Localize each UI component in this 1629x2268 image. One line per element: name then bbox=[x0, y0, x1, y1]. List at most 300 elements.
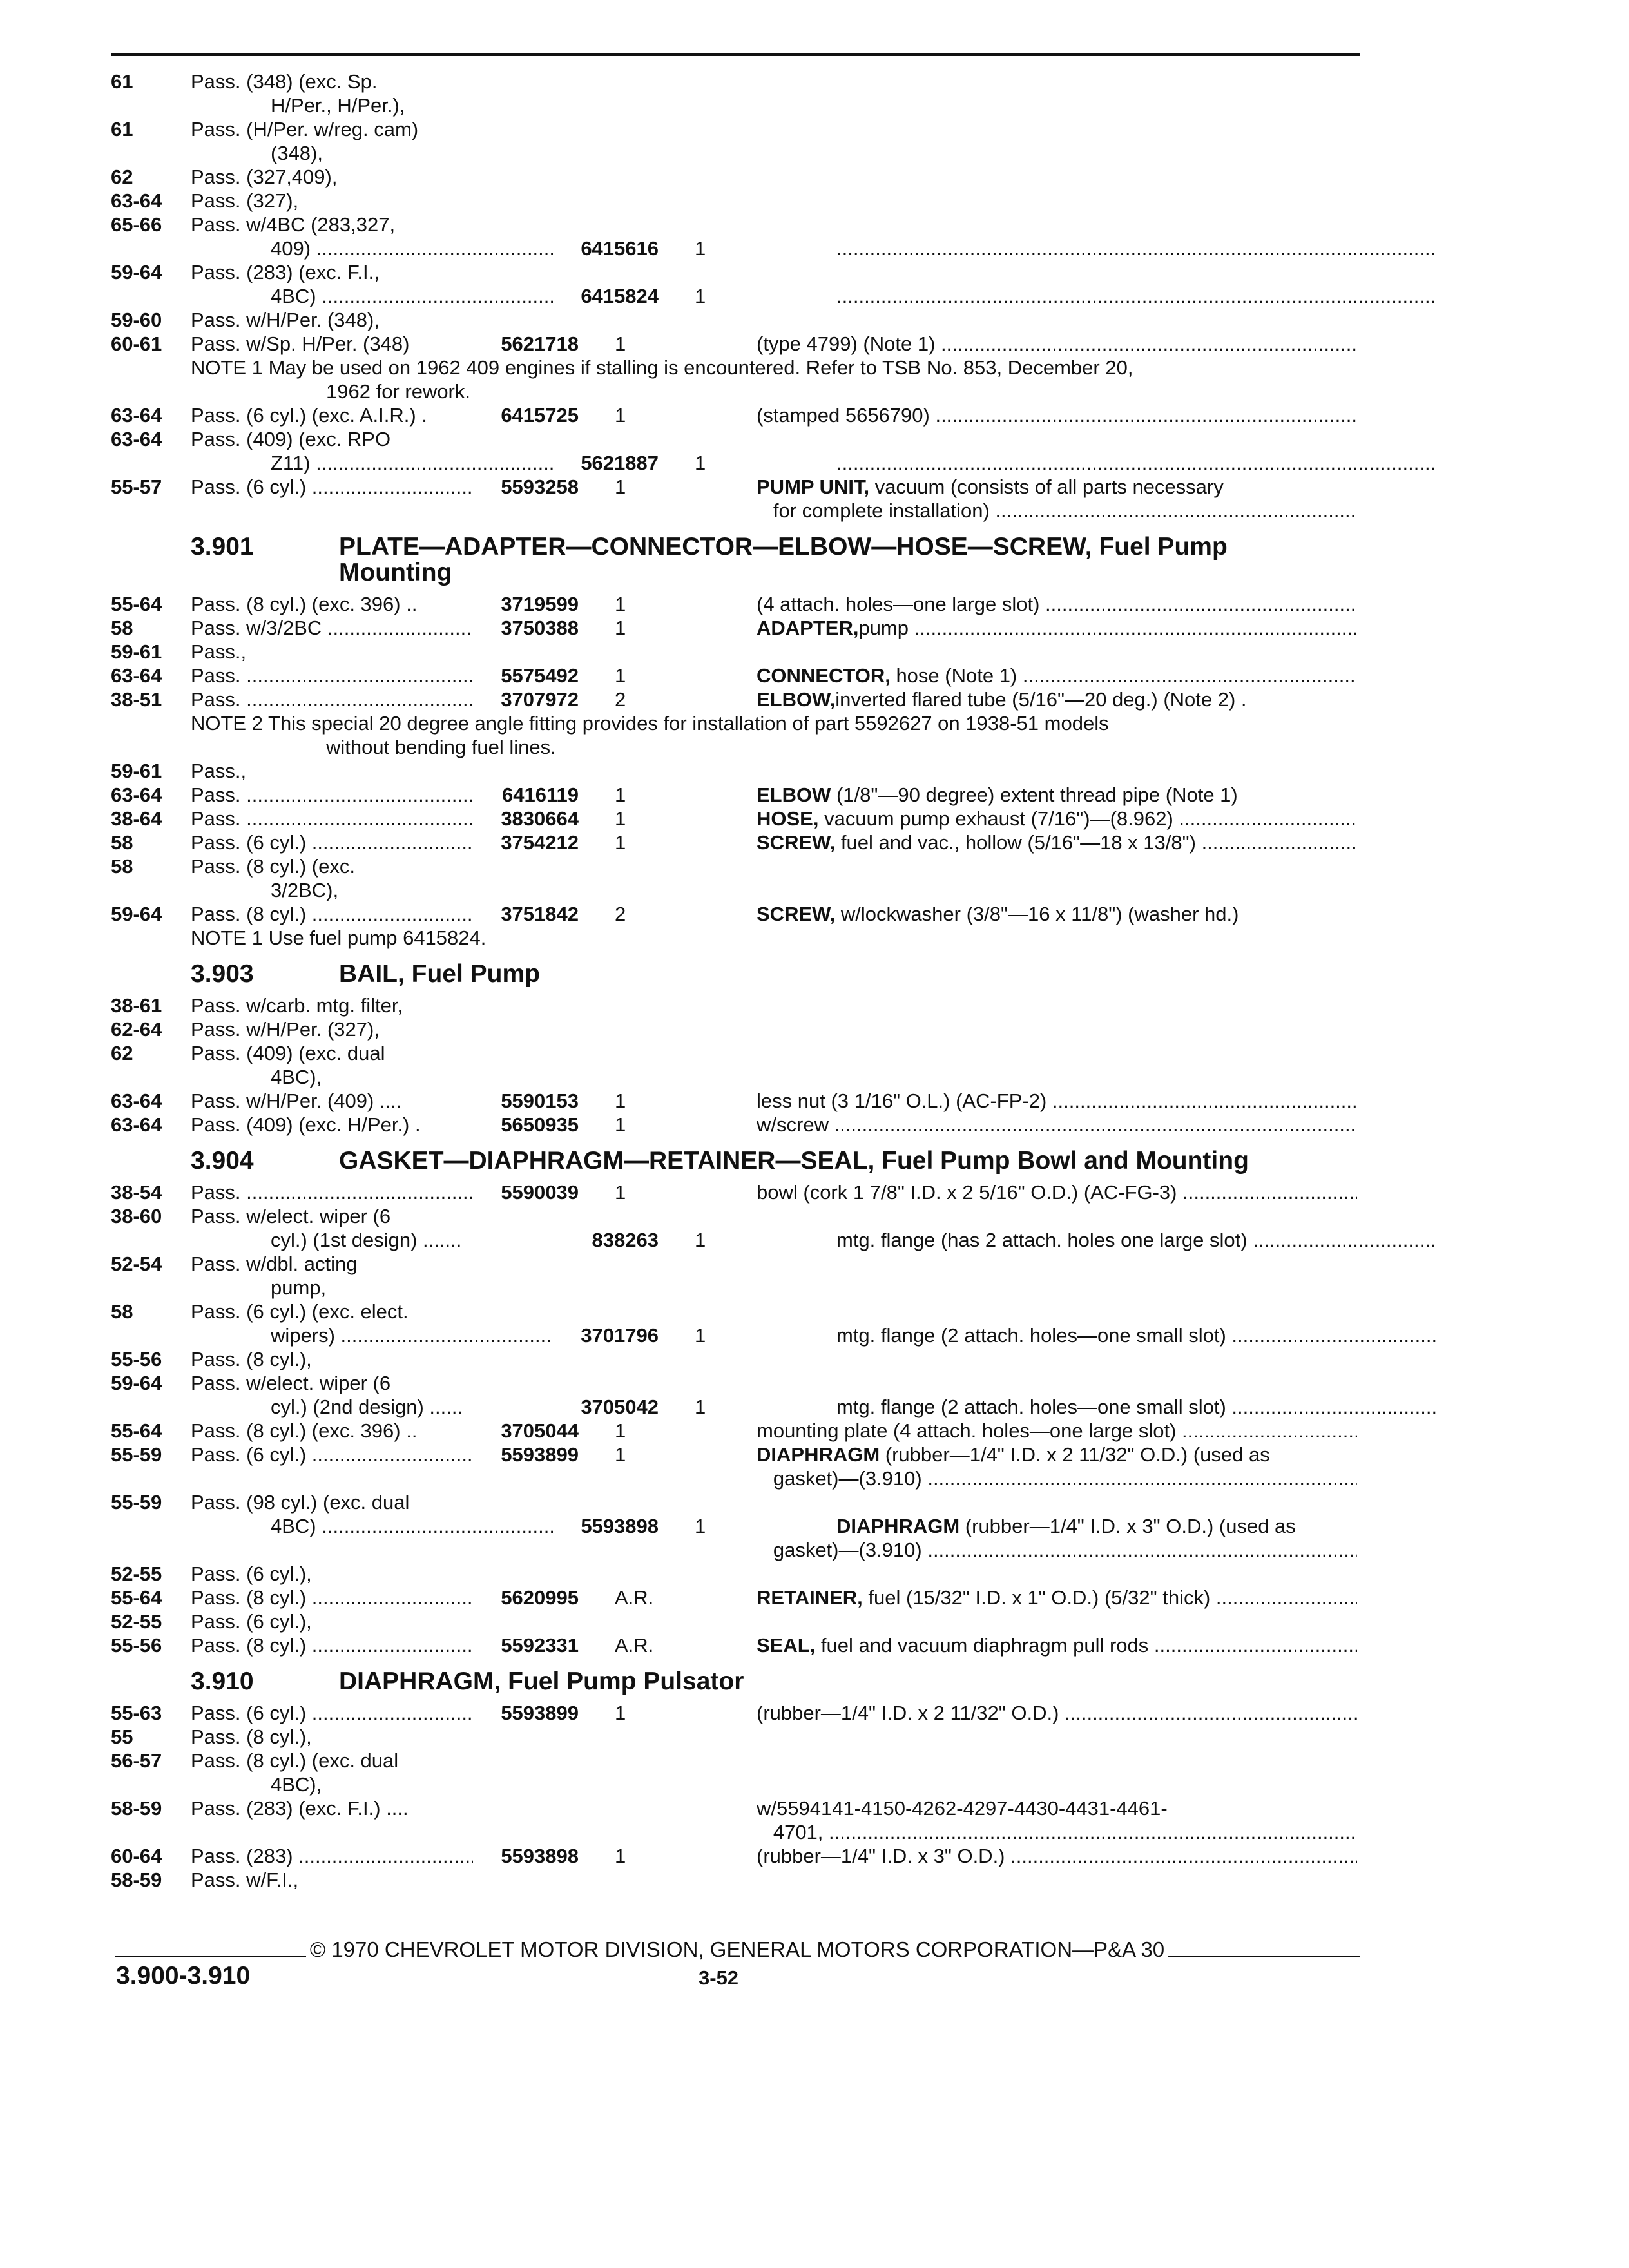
part-number: 5590153 bbox=[501, 1090, 579, 1112]
model-years: 65-66 bbox=[111, 213, 162, 236]
part-number: 5593899 bbox=[501, 1443, 579, 1466]
part-remarks bbox=[757, 1820, 1357, 1844]
part-number: 5621718 bbox=[501, 332, 579, 355]
model-years: 63-64 bbox=[111, 189, 162, 212]
part-name: SEAL, bbox=[757, 1634, 816, 1657]
model-years: 63-64 bbox=[111, 404, 162, 427]
remarks-text: 4701, bbox=[757, 1821, 824, 1843]
part-number: 5620995 bbox=[501, 1586, 579, 1609]
quantity: 1 bbox=[615, 1845, 626, 1867]
part-remarks bbox=[757, 1633, 1357, 1657]
remarks-text: fuel and vac., hollow (5/16"—18 x 13/8") bbox=[835, 831, 1196, 854]
model-years: 55-59 bbox=[111, 1443, 162, 1466]
table-row bbox=[111, 308, 1360, 332]
table-row bbox=[111, 994, 1360, 1017]
model-years: 52-55 bbox=[111, 1562, 162, 1585]
application-description: Pass. (283) (exc. F.I., bbox=[191, 261, 380, 284]
model-years: 63-64 bbox=[111, 1090, 162, 1112]
application-description: Pass. (6 cyl.), bbox=[191, 1562, 312, 1585]
remarks-text: bowl (cork 1 7/8" I.D. x 2 5/16" O.D.) (AC-FG-3) bbox=[757, 1181, 1177, 1204]
part-remarks bbox=[836, 236, 1437, 260]
table-row bbox=[111, 403, 1360, 427]
part-remarks bbox=[757, 332, 1357, 356]
table-row bbox=[111, 284, 1360, 308]
remarks-text: pump bbox=[858, 617, 909, 639]
remarks-text: inverted flared tube (5/16"—20 deg.) (Note 2) . bbox=[835, 688, 1247, 711]
part-name: DIAPHRAGM bbox=[757, 1443, 880, 1466]
part-remarks bbox=[757, 783, 1357, 807]
remarks-text: w/5594141-4150-4262-4297-4430-4431-4461- bbox=[757, 1797, 1168, 1820]
quantity: 1 bbox=[615, 1181, 626, 1204]
part-number: 5590039 bbox=[501, 1181, 579, 1204]
application-description: 4BC) ..... bbox=[191, 1514, 553, 1538]
section-title: PLATE—ADAPTER—CONNECTOR—ELBOW—HOSE—SCREW, Fuel Pump Mounting bbox=[339, 533, 1228, 586]
model-years: 60-64 bbox=[111, 1845, 162, 1867]
application-description: Pass. (8 cyl.) ..... bbox=[191, 1586, 473, 1610]
part-remarks bbox=[836, 1514, 1437, 1538]
part-remarks bbox=[757, 403, 1357, 427]
application-description: wipers) ..... bbox=[191, 1323, 553, 1347]
model-years: 62 bbox=[111, 166, 133, 188]
part-remarks bbox=[757, 902, 1357, 926]
part-remarks bbox=[757, 807, 1357, 831]
footer-page-number: 3-52 bbox=[699, 1966, 739, 1989]
part-remarks bbox=[836, 1228, 1437, 1252]
part-remarks bbox=[757, 1796, 1357, 1820]
part-name: ELBOW bbox=[757, 783, 831, 806]
table-row bbox=[111, 1562, 1360, 1586]
part-number: 6415616 bbox=[581, 237, 659, 260]
quantity: 2 bbox=[615, 903, 626, 925]
part-name: RETAINER, bbox=[757, 1586, 863, 1609]
model-years: 61 bbox=[111, 118, 133, 140]
section-heading bbox=[111, 961, 1360, 987]
table-row bbox=[111, 1725, 1360, 1749]
model-years: 60-61 bbox=[111, 332, 162, 355]
model-years: 52-55 bbox=[111, 1610, 162, 1633]
application-description: Pass. w/H/Per. (327), bbox=[191, 1018, 380, 1041]
table-row bbox=[111, 141, 1360, 165]
table-row bbox=[111, 902, 1360, 926]
table-row bbox=[111, 878, 1360, 902]
table-row bbox=[111, 1538, 1360, 1562]
part-remarks bbox=[757, 664, 1357, 687]
remarks-text: (1/8"—90 degree) extent thread pipe (Note 1) bbox=[831, 783, 1238, 806]
table-row bbox=[111, 1796, 1360, 1820]
table-row bbox=[111, 1773, 1360, 1796]
part-number: 5575492 bbox=[501, 664, 579, 687]
model-years: 55-64 bbox=[111, 593, 162, 615]
remarks-text: w/lockwasher (3/8"—16 x 11/8") (washer hd.) bbox=[835, 903, 1239, 925]
quantity: 1 bbox=[615, 783, 626, 806]
section-title: DIAPHRAGM, Fuel Pump Pulsator bbox=[339, 1667, 744, 1695]
application-description: Pass. ..... bbox=[191, 664, 473, 687]
model-years: 63-64 bbox=[111, 428, 162, 450]
part-remarks bbox=[757, 1419, 1357, 1443]
table-row bbox=[111, 165, 1360, 189]
quantity: 1 bbox=[615, 807, 626, 830]
application-description: Pass. (8 cyl.) ..... bbox=[191, 1633, 473, 1657]
section-title: BAIL, Fuel Pump bbox=[339, 960, 540, 988]
application-description: Pass. (409) (exc. H/Per.) . bbox=[191, 1113, 421, 1136]
table-row bbox=[111, 1065, 1360, 1089]
application-description: 4BC) ..... bbox=[191, 284, 553, 308]
model-years: 59-64 bbox=[111, 903, 162, 925]
application-description: Pass. (8 cyl.) (exc. bbox=[191, 855, 355, 878]
table-row bbox=[111, 260, 1360, 284]
model-years: 55-64 bbox=[111, 1419, 162, 1442]
quantity: 1 bbox=[615, 1419, 626, 1442]
model-years: 61 bbox=[111, 70, 133, 93]
table-row bbox=[111, 1228, 1360, 1252]
application-description: 409) ..... bbox=[191, 236, 553, 260]
remarks-text: fuel (15/32" I.D. x 1" O.D.) (5/32" thick) bbox=[862, 1586, 1211, 1609]
quantity: 1 bbox=[615, 593, 626, 615]
application-description: Pass. (409) (exc. RPO bbox=[191, 428, 391, 450]
application-description: 4BC), bbox=[271, 1066, 322, 1088]
remarks-text: hose (Note 1) bbox=[890, 664, 1017, 687]
part-number: 5593258 bbox=[501, 476, 579, 498]
part-number: 3751842 bbox=[501, 903, 579, 925]
table-row bbox=[111, 687, 1360, 711]
part-number: 3705042 bbox=[581, 1396, 659, 1418]
table-row bbox=[111, 1395, 1360, 1419]
application-description: 4BC), bbox=[271, 1773, 322, 1796]
table-row bbox=[111, 1844, 1360, 1868]
application-description: Pass. (327,409), bbox=[191, 166, 338, 188]
footer-rule-right bbox=[1168, 1956, 1360, 1957]
table-row bbox=[111, 1820, 1360, 1844]
part-number: 3701796 bbox=[581, 1324, 659, 1347]
section-heading bbox=[111, 1148, 1360, 1174]
application-description: Pass. w/dbl. acting bbox=[191, 1253, 358, 1275]
model-years: 63-64 bbox=[111, 664, 162, 687]
part-number: 838263 bbox=[592, 1229, 659, 1251]
application-description: H/Per., H/Per.), bbox=[271, 94, 405, 117]
part-number: 3750388 bbox=[501, 617, 579, 639]
application-description: Pass. w/H/Per. (409) .... bbox=[191, 1090, 402, 1112]
table-row bbox=[111, 1490, 1360, 1514]
remarks-text: mtg. flange (2 attach. holes—one small slot) bbox=[836, 1324, 1226, 1347]
remarks-text: (rubber—1/4" I.D. x 3" O.D.) bbox=[757, 1845, 1005, 1867]
model-years: 38-51 bbox=[111, 688, 162, 711]
note-text: NOTE 2 This special 20 degree angle fitting provides for installation of part 5592627 on 1938-51 models bbox=[191, 712, 1109, 735]
application-description: Z11) ..... bbox=[191, 451, 553, 475]
application-description: 3/2BC), bbox=[271, 879, 339, 901]
remarks-text: (stamped 5656790) bbox=[757, 404, 930, 427]
table-row bbox=[111, 332, 1360, 356]
application-description: Pass. ..... bbox=[191, 783, 473, 807]
quantity: 1 bbox=[695, 1396, 706, 1418]
table-row bbox=[111, 499, 1360, 523]
quantity: 1 bbox=[615, 831, 626, 854]
remarks-text: (4 attach. holes—one large slot) bbox=[757, 593, 1040, 615]
table-row bbox=[111, 1443, 1360, 1466]
application-description: Pass. w/H/Per. (348), bbox=[191, 309, 380, 331]
table-row bbox=[111, 427, 1360, 451]
quantity: 1 bbox=[615, 1113, 626, 1136]
application-description: Pass. w/Sp. H/Per. (348) bbox=[191, 332, 410, 355]
application-description: Pass. (8 cyl.), bbox=[191, 1348, 312, 1370]
application-description: (348), bbox=[271, 142, 323, 164]
table-row bbox=[111, 1276, 1360, 1300]
part-remarks bbox=[757, 616, 1357, 640]
table-row bbox=[111, 1633, 1360, 1657]
table-row bbox=[111, 1017, 1360, 1041]
application-description: Pass. w/4BC (283,327, bbox=[191, 213, 396, 236]
table-row bbox=[111, 807, 1360, 831]
application-description: Pass. (6 cyl.) ..... bbox=[191, 831, 473, 854]
quantity: 2 bbox=[615, 688, 626, 711]
model-years: 58 bbox=[111, 831, 133, 854]
model-years: 55 bbox=[111, 1725, 133, 1748]
model-years: 59-64 bbox=[111, 261, 162, 284]
part-name: ELBOW, bbox=[757, 688, 836, 711]
application-description: cyl.) (1st design) ....... bbox=[271, 1229, 462, 1251]
model-years: 38-60 bbox=[111, 1205, 162, 1227]
part-remarks bbox=[757, 1113, 1357, 1137]
table-row bbox=[111, 1180, 1360, 1204]
part-number: 3754212 bbox=[501, 831, 579, 854]
part-name: HOSE, bbox=[757, 807, 819, 830]
table-row bbox=[111, 1041, 1360, 1065]
application-description: Pass. (H/Per. w/reg. cam) bbox=[191, 118, 419, 140]
table-row bbox=[111, 640, 1360, 664]
table-row bbox=[111, 1323, 1360, 1347]
table-row bbox=[111, 451, 1360, 475]
note-continuation: 1962 for rework. bbox=[326, 380, 470, 403]
part-name: SCREW, bbox=[757, 903, 836, 925]
section-number: 3.910 bbox=[191, 1667, 254, 1695]
application-description: Pass. (6 cyl.) ..... bbox=[191, 475, 473, 499]
table-row bbox=[111, 1089, 1360, 1113]
application-description: Pass. ..... bbox=[191, 687, 473, 711]
table-row bbox=[111, 1610, 1360, 1633]
quantity: 1 bbox=[695, 1515, 706, 1537]
part-number: 3707972 bbox=[501, 688, 579, 711]
table-row bbox=[111, 854, 1360, 878]
part-name: SCREW, bbox=[757, 831, 836, 854]
application-description: Pass. ..... bbox=[191, 807, 473, 831]
remarks-text: (rubber—1/4" I.D. x 3" O.D.) (used as bbox=[959, 1515, 1296, 1537]
table-row bbox=[111, 1701, 1360, 1725]
model-years: 38-54 bbox=[111, 1181, 162, 1204]
application-description: Pass. w/elect. wiper (6 bbox=[191, 1372, 391, 1394]
application-description: Pass. (8 cyl.) ..... bbox=[191, 902, 473, 926]
part-number: 6416119 bbox=[502, 783, 579, 806]
model-years: 59-61 bbox=[111, 640, 162, 663]
part-remarks bbox=[836, 1323, 1437, 1347]
section-number: 3.904 bbox=[191, 1147, 254, 1175]
application-description: Pass. w/elect. wiper (6 bbox=[191, 1205, 391, 1227]
model-years: 55-57 bbox=[111, 476, 162, 498]
model-years: 58-59 bbox=[111, 1797, 162, 1820]
part-name: CONNECTOR, bbox=[757, 664, 891, 687]
remarks-text: vacuum (consists of all parts necessary bbox=[869, 476, 1224, 498]
part-remarks bbox=[836, 284, 1437, 308]
model-years: 59-60 bbox=[111, 309, 162, 331]
quantity: 1 bbox=[695, 285, 706, 307]
table-row bbox=[111, 592, 1360, 616]
table-row bbox=[111, 1749, 1360, 1773]
application-description: Pass. (327), bbox=[191, 189, 299, 212]
model-years: 55-63 bbox=[111, 1702, 162, 1724]
table-row bbox=[111, 70, 1360, 93]
section-number: 3.901 bbox=[191, 533, 254, 561]
table-row bbox=[111, 1252, 1360, 1276]
table-row bbox=[111, 1113, 1360, 1137]
table-row bbox=[111, 189, 1360, 213]
remarks-text: fuel and vacuum diaphragm pull rods bbox=[815, 1634, 1149, 1657]
part-remarks bbox=[757, 1466, 1357, 1490]
application-description: pump, bbox=[271, 1276, 327, 1299]
part-number: 6415725 bbox=[501, 404, 579, 427]
part-number: 5592331 bbox=[501, 1634, 579, 1657]
table-row bbox=[111, 1466, 1360, 1490]
quantity: A.R. bbox=[615, 1634, 654, 1657]
model-years: 59-64 bbox=[111, 1372, 162, 1394]
part-number: 3705044 bbox=[501, 1419, 579, 1442]
quantity: 1 bbox=[615, 476, 626, 498]
model-years: 55-59 bbox=[111, 1491, 162, 1514]
part-remarks bbox=[836, 451, 1437, 475]
part-name: ADAPTER, bbox=[757, 617, 859, 639]
application-description: Pass., bbox=[191, 640, 247, 663]
note-text: NOTE 1 Use fuel pump 6415824. bbox=[191, 927, 487, 949]
part-remarks bbox=[757, 1443, 1357, 1466]
application-description: Pass. w/F.I., bbox=[191, 1869, 299, 1891]
table-row bbox=[111, 1419, 1360, 1443]
quantity: A.R. bbox=[615, 1586, 654, 1609]
note-continuation: without bending fuel lines. bbox=[326, 736, 556, 758]
model-years: 52-54 bbox=[111, 1253, 162, 1275]
model-years: 62 bbox=[111, 1042, 133, 1064]
table-row bbox=[111, 1347, 1360, 1371]
quantity: 1 bbox=[615, 1702, 626, 1724]
application-description: Pass. (348) (exc. Sp. bbox=[191, 70, 378, 93]
table-row bbox=[111, 664, 1360, 687]
remarks-text: vacuum pump exhaust (7/16")—(8.962) bbox=[818, 807, 1173, 830]
application-description: Pass. (283) ..... bbox=[191, 1844, 473, 1868]
model-years: 63-64 bbox=[111, 1113, 162, 1136]
application-description: Pass. (8 cyl.) (exc. dual bbox=[191, 1749, 399, 1772]
part-number: 5650935 bbox=[501, 1113, 579, 1136]
model-years: 38-64 bbox=[111, 807, 162, 830]
section-number: 3.903 bbox=[191, 960, 254, 988]
remarks-text: less nut (3 1/16" O.L.) (AC-FP-2) bbox=[757, 1090, 1047, 1112]
model-years: 55-64 bbox=[111, 1586, 162, 1609]
part-number: 6415824 bbox=[581, 285, 659, 307]
part-remarks bbox=[757, 687, 1357, 711]
model-years: 58 bbox=[111, 1300, 133, 1323]
part-name: DIAPHRAGM bbox=[836, 1515, 960, 1537]
part-remarks bbox=[757, 1586, 1357, 1610]
application-description: Pass. (6 cyl.) ..... bbox=[191, 1701, 473, 1725]
application-description: Pass. (98 cyl.) (exc. dual bbox=[191, 1491, 410, 1514]
part-remarks bbox=[757, 499, 1357, 523]
part-number: 3830664 bbox=[501, 807, 579, 830]
application-description: Pass. (6 cyl.), bbox=[191, 1610, 312, 1633]
quantity: 1 bbox=[695, 452, 706, 474]
remarks-text: (rubber—1/4" I.D. x 2 11/32" O.D.) (used as bbox=[880, 1443, 1270, 1466]
remarks-text: gasket)—(3.910) bbox=[757, 1467, 922, 1490]
footer-section-range: 3.900-3.910 bbox=[116, 1962, 251, 1990]
quantity: 1 bbox=[695, 1324, 706, 1347]
part-name: PUMP UNIT, bbox=[757, 476, 870, 498]
remarks-text: mtg. flange (has 2 attach. holes one large slot) bbox=[836, 1229, 1248, 1251]
table-row bbox=[111, 236, 1360, 260]
quantity: 1 bbox=[695, 1229, 706, 1251]
remarks-text: w/screw bbox=[757, 1113, 829, 1136]
quantity: 1 bbox=[615, 1090, 626, 1112]
part-remarks bbox=[757, 1180, 1357, 1204]
application-description: Pass., bbox=[191, 760, 247, 782]
footer-copyright: © 1970 CHEVROLET MOTOR DIVISION, GENERAL MOTORS CORPORATION—P&A 30 bbox=[309, 1937, 1165, 1961]
part-number: 3719599 bbox=[501, 593, 579, 615]
remarks-text: for complete installation) bbox=[757, 499, 990, 522]
table-row bbox=[111, 93, 1360, 117]
model-years: 58 bbox=[111, 617, 133, 639]
table-row bbox=[111, 117, 1360, 141]
application-description: Pass. w/3/2BC ..... bbox=[191, 616, 473, 640]
table-row bbox=[111, 759, 1360, 783]
part-remarks bbox=[836, 1395, 1437, 1419]
part-remarks bbox=[757, 1701, 1357, 1725]
section-heading bbox=[111, 1669, 1360, 1695]
table-row bbox=[111, 783, 1360, 807]
application-description: Pass. (6 cyl.) (exc. A.I.R.) . bbox=[191, 404, 427, 427]
top-rule bbox=[111, 53, 1360, 56]
application-description: cyl.) (2nd design) ...... bbox=[271, 1396, 463, 1418]
parts-listing bbox=[111, 70, 1360, 1892]
part-remarks bbox=[757, 592, 1357, 616]
part-number: 5621887 bbox=[581, 452, 659, 474]
remarks-text: mtg. flange (2 attach. holes—one small slot) bbox=[836, 1396, 1226, 1418]
application-description: Pass. ..... bbox=[191, 1180, 473, 1204]
table-row bbox=[111, 1514, 1360, 1538]
quantity: 1 bbox=[615, 332, 626, 355]
quantity: 1 bbox=[615, 617, 626, 639]
application-description: Pass. (8 cyl.), bbox=[191, 1725, 312, 1748]
section-title: GASKET—DIAPHRAGM—RETAINER—SEAL, Fuel Pump Bowl and Mounting bbox=[339, 1147, 1249, 1175]
footer-copyright-line bbox=[115, 1937, 1360, 1962]
model-years: 62-64 bbox=[111, 1018, 162, 1041]
model-years: 59-61 bbox=[111, 760, 162, 782]
model-years: 56-57 bbox=[111, 1749, 162, 1772]
application-description: Pass. (6 cyl.) (exc. elect. bbox=[191, 1300, 409, 1323]
application-description: Pass. (6 cyl.) ..... bbox=[191, 1443, 473, 1466]
quantity: 1 bbox=[615, 404, 626, 427]
quantity: 1 bbox=[615, 1443, 626, 1466]
table-row bbox=[111, 1868, 1360, 1892]
application-description: Pass. (283) (exc. F.I.) .... bbox=[191, 1797, 409, 1820]
model-years: 58-59 bbox=[111, 1869, 162, 1891]
table-row bbox=[111, 475, 1360, 499]
model-years: 58 bbox=[111, 855, 133, 878]
remarks-text: (rubber—1/4" I.D. x 2 11/32" O.D.) bbox=[757, 1702, 1059, 1724]
table-row bbox=[111, 831, 1360, 854]
remarks-text: (type 4799) (Note 1) bbox=[757, 332, 936, 355]
model-years: 55-56 bbox=[111, 1634, 162, 1657]
part-remarks bbox=[757, 1844, 1357, 1868]
remarks-text: gasket)—(3.910) bbox=[757, 1539, 922, 1561]
model-years: 63-64 bbox=[111, 783, 162, 806]
part-remarks bbox=[757, 475, 1357, 499]
table-row bbox=[111, 213, 1360, 236]
table-row bbox=[111, 1204, 1360, 1228]
part-number: 5593898 bbox=[581, 1515, 659, 1537]
part-number: 5593899 bbox=[501, 1702, 579, 1724]
